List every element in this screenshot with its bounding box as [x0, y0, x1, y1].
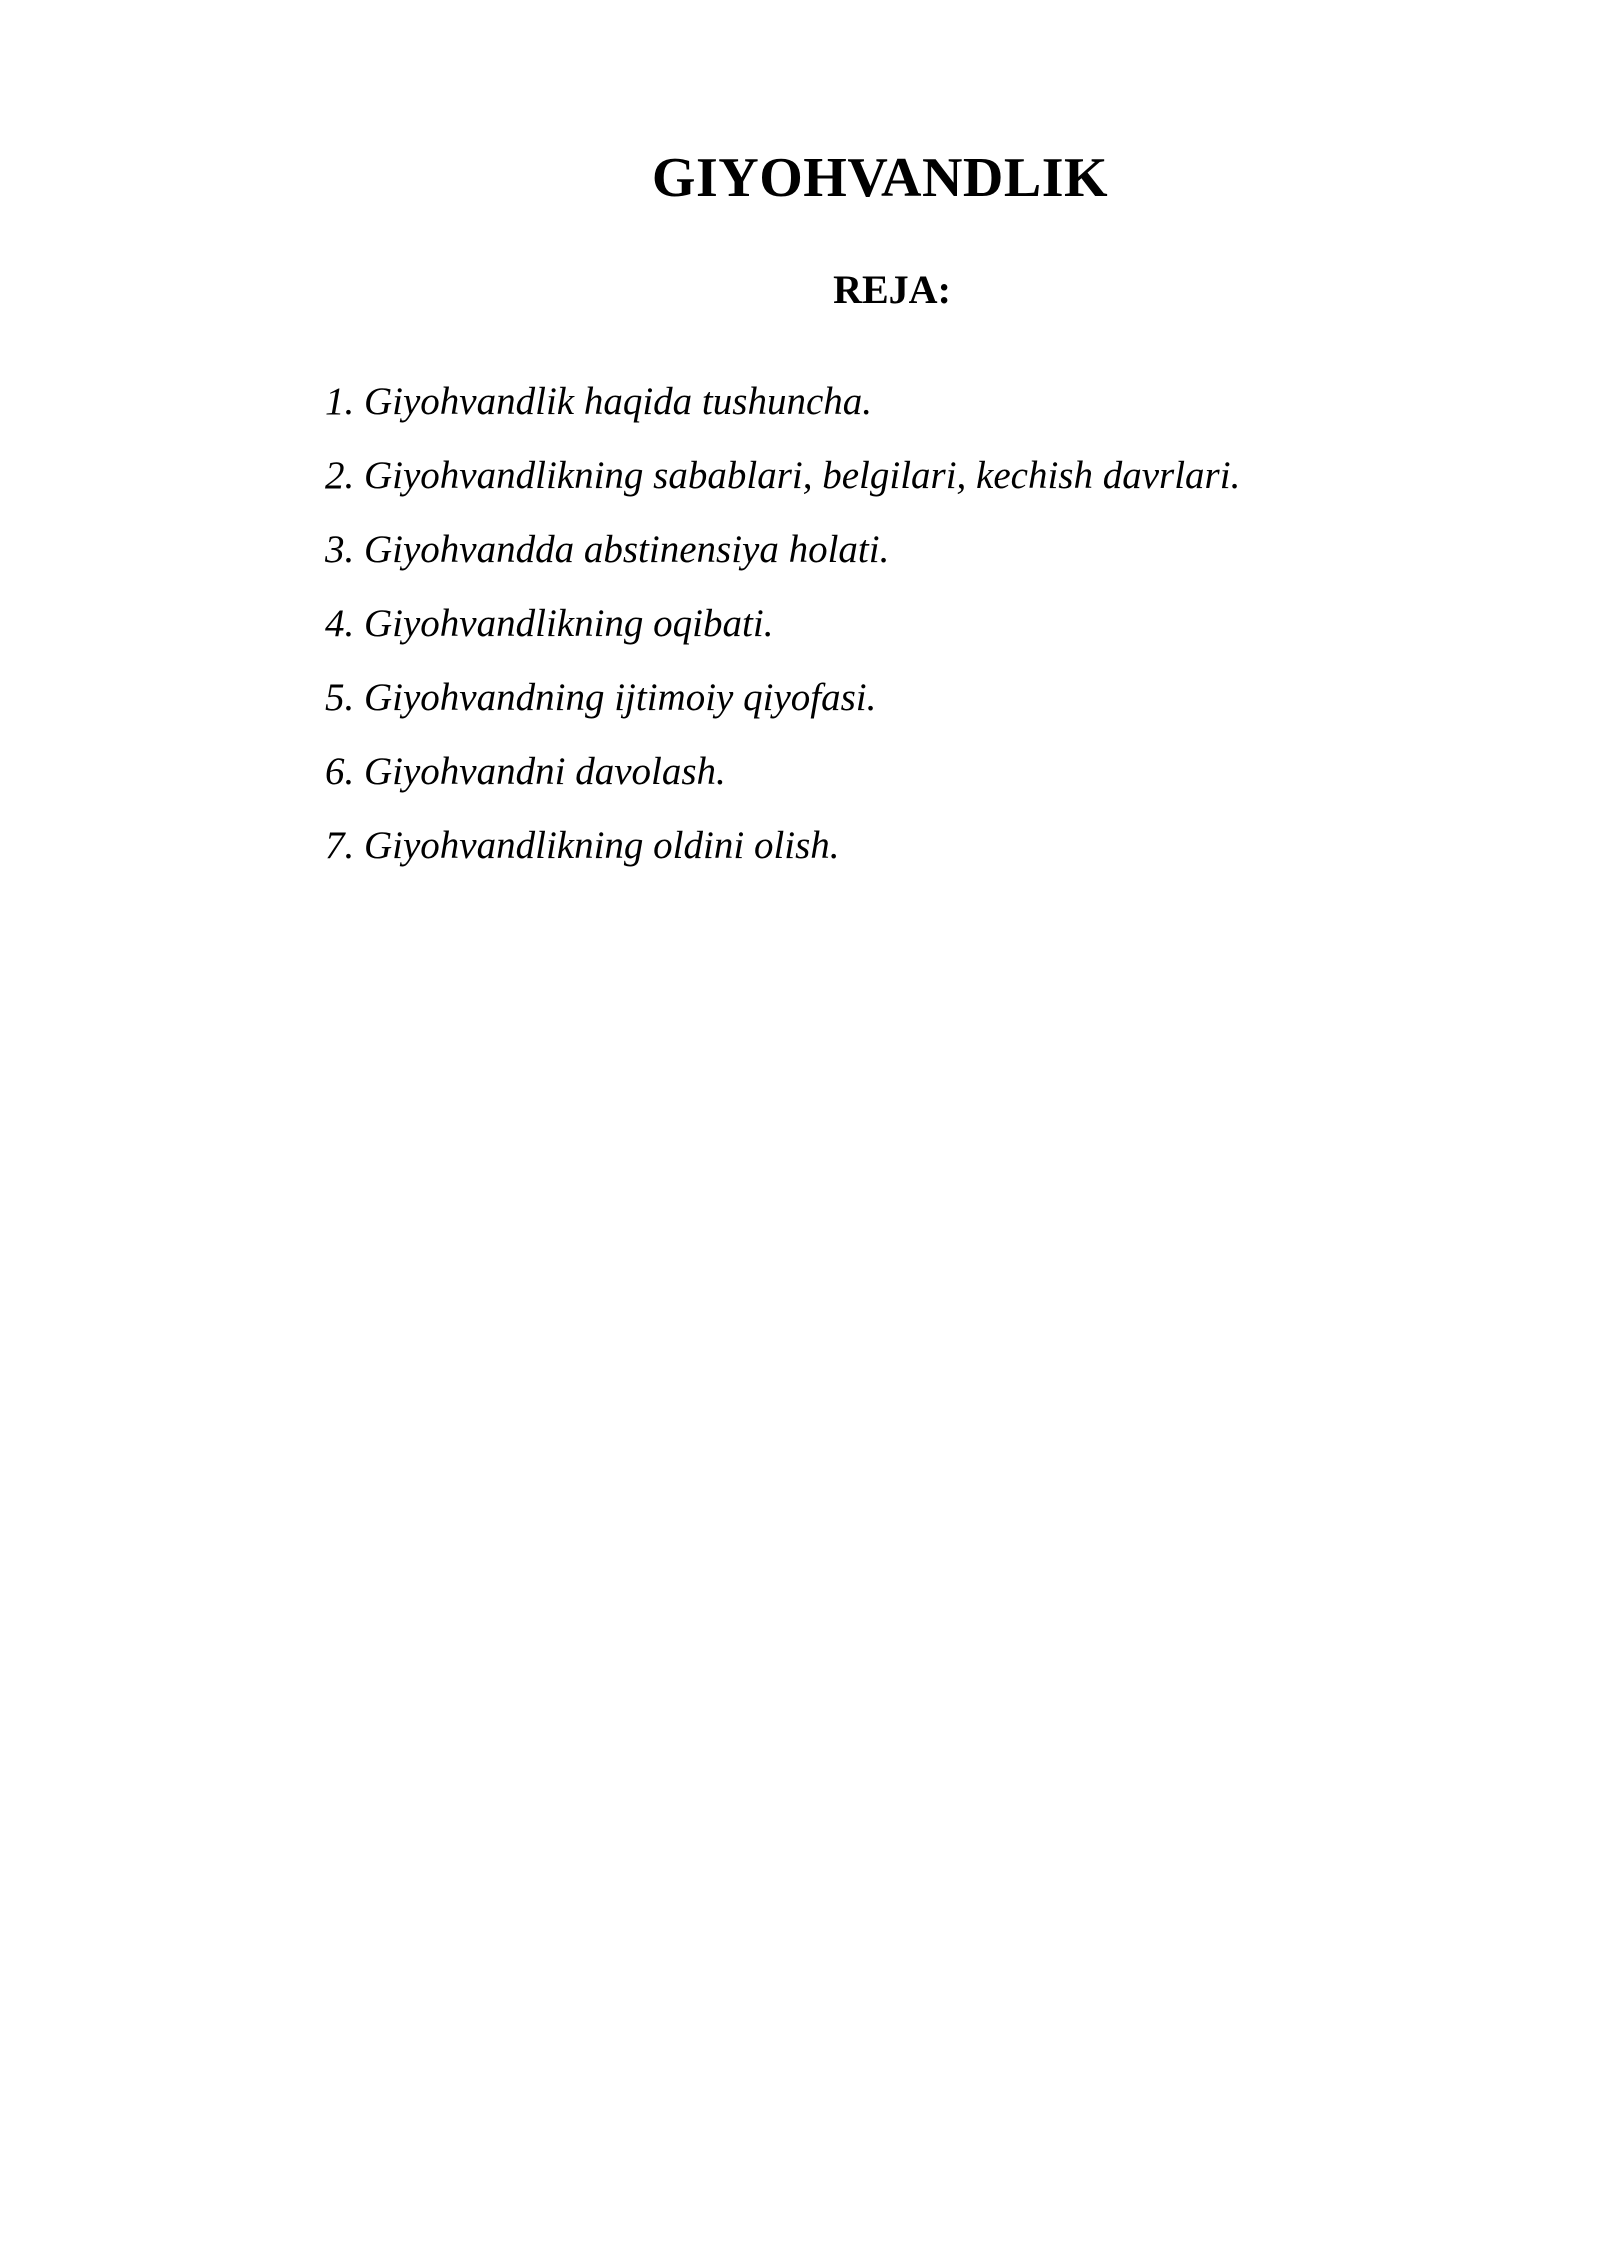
plan-item-7: 7. Giyohvandlikning oldini olish.: [325, 824, 840, 867]
plan-item-1: 1. Giyohvandlik haqida tushuncha.: [325, 380, 873, 423]
plan-item-2: 2. Giyohvandlikning sabablari, belgilari, kechish davrlari.: [325, 454, 1241, 497]
document-title: GIYOHVANDLIK: [651, 147, 1109, 209]
plan-heading: REJA:: [833, 267, 951, 312]
plan-item-4: 4. Giyohvandlikning oqibati.: [325, 602, 774, 645]
plan-list: [325, 365, 1240, 883]
plan-item-3: 3. Giyohvandda abstinensiya holati.: [325, 528, 890, 571]
plan-item-5: 5. Giyohvandning ijtimoiy qiyofasi.: [325, 676, 877, 719]
plan-item-6: 6. Giyohvandni davolash.: [325, 750, 726, 793]
